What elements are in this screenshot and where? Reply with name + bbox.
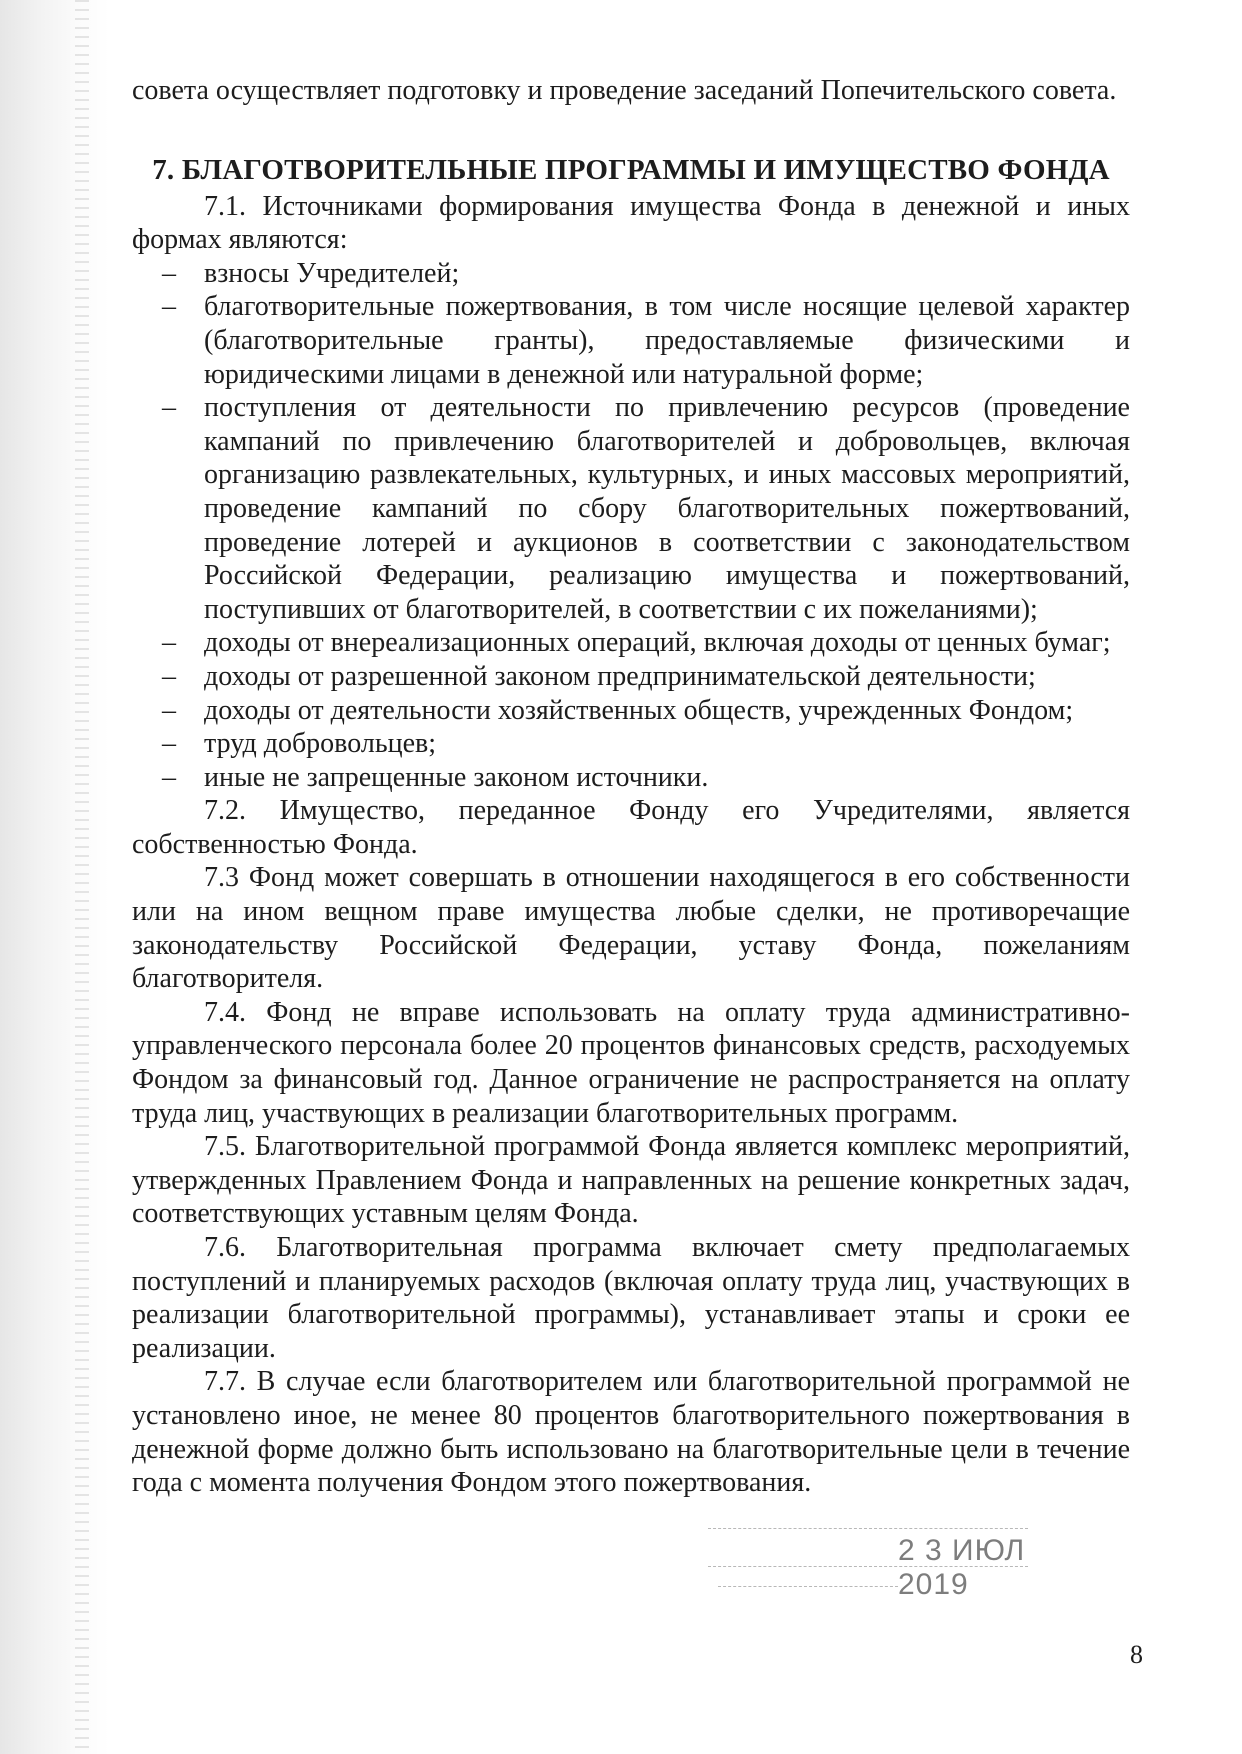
list-item: – доходы от разрешенной законом предпринимательской деятельности; bbox=[162, 660, 1036, 692]
paragraph-7-3: 7.3 Фонд может совершать в отношении находящегося в его собственности или на ином вещном праве имущества любые сделки, не противоречащие законодательству Российской Федерации, уставу Фонда, пожеланиям благотворителя. bbox=[132, 862, 1130, 995]
dash-marker: – bbox=[162, 728, 176, 760]
dash-marker: – bbox=[162, 694, 176, 726]
paragraph-7-5: 7.5. Благотворительной программой Фонда является комплекс мероприятий, утвержденных Правлением Фонда и направленных на решение конкретных задач, соответствующих уставным целям Фонда. bbox=[132, 1131, 1130, 1230]
dash-marker: – bbox=[162, 627, 176, 659]
dash-marker: – bbox=[162, 257, 176, 289]
list-item: – взносы Учредителей; bbox=[162, 257, 460, 289]
list-item: – доходы от деятельности хозяйственных обществ, учрежденных Фондом; bbox=[162, 694, 1074, 726]
list-item: – труд добровольцев; bbox=[162, 728, 436, 760]
section-heading: 7. БЛАГОТВОРИТЕЛЬНЫЕ ПРОГРАММЫ И ИМУЩЕСТВО ФОНДА bbox=[152, 153, 1110, 186]
list-item: – доходы от внереализационных операций, включая доходы от ценных бумаг; bbox=[162, 627, 1111, 659]
dash-marker: – bbox=[162, 761, 176, 793]
scan-shadow-edge bbox=[0, 0, 110, 1754]
paragraph-continuation: совета осуществляет подготовку и проведение заседаний Попечительского совета. bbox=[132, 75, 1117, 106]
document-page bbox=[132, 74, 1130, 1500]
dash-marker: – bbox=[162, 392, 176, 424]
list-item: – поступления от деятельности по привлечению ресурсов (проведение кампаний по привлечению благотворителей и добровольцев, включая организацию развлекательных, культурных, и иных массовых мероприятий, проведение кампаний по сбору благотворительных пожертвований, проведение лотерей и аукционов в соответствии с законодательством Российской Федерации, реализацию имущества и пожертвований, поступивших от благотворителей, в соответствии с их пожеланиями); bbox=[162, 392, 1130, 625]
paragraph-7-7: 7.7. В случае если благотворителем или благотворительной программой не установлено иное, не менее 80 процентов благотворительного пожертвования в денежной форме должно быть использовано на благотворительные цели в течение года с момента получения Фондом этого пожертвования. bbox=[132, 1366, 1130, 1499]
dash-marker: – bbox=[162, 291, 176, 323]
paragraph-7-1: 7.1. Источниками формирования имущества Фонда в денежной и иных формах являются: bbox=[132, 190, 1130, 256]
paragraph-7-4: 7.4. Фонд не вправе использовать на оплату труда административно-управленческого персонала более 20 процентов финансовых средств, расходуемых Фондом за финансовый год. Данное ограничение не распространяется на оплату труда лиц, участвующих в реализации благотворительных программ. bbox=[132, 996, 1130, 1129]
paragraph-7-2: 7.2. Имущество, переданное Фонду его Учредителями, является собственностью Фонда. bbox=[132, 795, 1130, 860]
dash-marker: – bbox=[162, 660, 176, 692]
paragraph-7-6: 7.6. Благотворительная программа включает смету предполагаемых поступлений и планируемых расходов (включая оплату труда лиц, участвующих в реализации благотворительной программы), устанавливает этапы и сроки ее реализации. bbox=[132, 1232, 1130, 1364]
sources-list bbox=[132, 257, 1130, 795]
list-item: – благотворительные пожертвования, в том числе носящие целевой характер (благотворительные гранты), предоставляемые физическими и юридическими лицами в денежной или натуральной форме; bbox=[162, 291, 1130, 390]
registration-stamp bbox=[708, 1488, 1038, 1601]
page-number: 8 bbox=[1130, 1640, 1143, 1669]
stamp-date: 2 3 ИЮЛ 2019 bbox=[898, 1534, 1026, 1601]
list-item: – иные не запрещенные законом источники. bbox=[162, 761, 709, 793]
